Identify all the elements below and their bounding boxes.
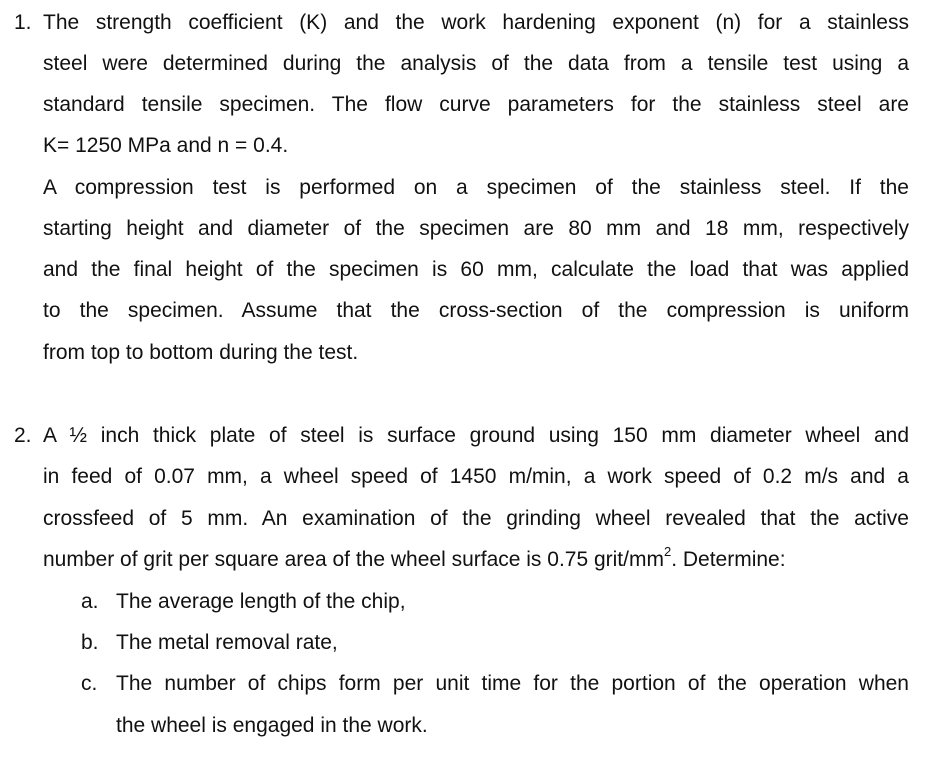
item-b-text: The metal removal rate,	[116, 631, 338, 654]
problem-1-line-9: from top to bottom during the test.	[43, 341, 359, 364]
problem-1-line-5: A compression test is performed on a specimen of the stainless steel. If the	[43, 176, 909, 199]
problem-2-line-1: A ½ inch thick plate of steel is surface ground using 150 mm diameter wheel and	[43, 424, 909, 447]
item-c-text: The number of chips form per unit time for the portion of the operation when	[116, 672, 909, 695]
problem-1-line-4: K= 1250 MPa and n = 0.4.	[43, 134, 289, 157]
problem-1-line-1: The strength coefficient (K) and the work hardening exponent (n) for a stainless	[43, 11, 909, 34]
problem-1-line-2: steel were determined during the analysis of the data from a tensile test using a	[43, 52, 909, 75]
problem-2-line-4	[43, 539, 786, 580]
item-b-marker: b.	[81, 631, 99, 654]
item-a-text: The average length of the chip,	[116, 590, 406, 613]
problem-1-line-8: to the specimen. Assume that the cross-section of the compression is uniform	[43, 299, 909, 322]
problem-2-line-4-tail: . Determine:	[671, 548, 786, 571]
problem-1-number: 1.	[14, 11, 32, 34]
item-c-text-cont: the wheel is engaged in the work.	[116, 714, 428, 737]
superscript-2: 2	[663, 544, 672, 559]
item-a-marker: a.	[81, 590, 99, 613]
problem-2-line-4-text: number of grit per square area of the wheel surface is 0.75 grit/mm	[43, 548, 664, 571]
problem-2-line-2: in feed of 0.07 mm, a wheel speed of 1450 m/min, a work speed of 0.2 m/s and a	[43, 465, 909, 488]
problem-2-line-3: crossfeed of 5 mm. An examination of the grinding wheel revealed that the active	[43, 507, 909, 530]
item-c-marker: c.	[81, 672, 98, 695]
problem-1-line-7: and the final height of the specimen is 60 mm, calculate the load that was applied	[43, 258, 909, 281]
problem-1-line-6: starting height and diameter of the specimen are 80 mm and 18 mm, respectively	[43, 217, 909, 240]
problem-1-line-3: standard tensile specimen. The flow curve parameters for the stainless steel are	[43, 93, 909, 116]
problem-2-number: 2.	[14, 424, 32, 447]
